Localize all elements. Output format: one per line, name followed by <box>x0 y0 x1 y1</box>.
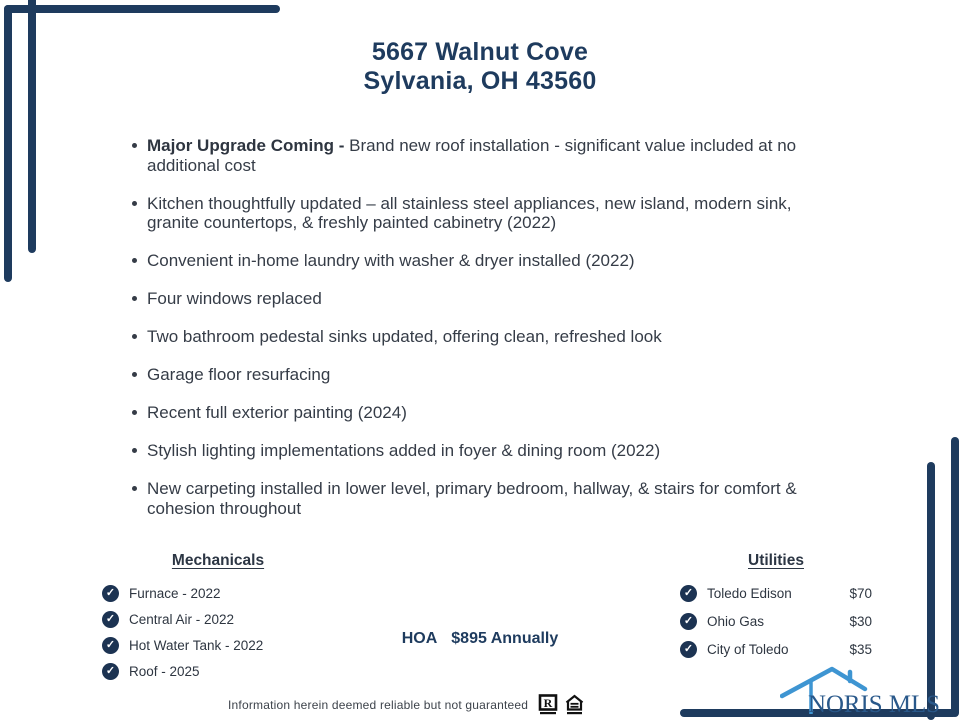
feature-item <box>128 441 844 461</box>
hoa-value: $895 Annually <box>451 630 559 647</box>
feature-text: Recent full exterior painting (2024) <box>147 403 407 422</box>
feature-item <box>128 327 844 347</box>
feature-text: Two bathroom pedestal sinks updated, offering clean, refreshed look <box>147 327 662 346</box>
utility-name: Ohio Gas <box>707 614 765 629</box>
utility-name: City of Toledo <box>707 642 789 657</box>
feature-list <box>128 136 844 537</box>
check-icon: ✓ <box>102 611 119 628</box>
check-icon: ✓ <box>680 585 697 602</box>
utility-cost: $30 <box>849 614 872 629</box>
footer-disclaimer <box>228 694 586 716</box>
feature-text: Garage floor resurfacing <box>147 365 331 384</box>
noris-mls-logo <box>780 645 960 720</box>
mechanicals-row <box>102 585 334 602</box>
feature-item <box>128 194 844 233</box>
utilities-row <box>680 585 872 602</box>
top-left-horizontal-line <box>4 5 280 13</box>
feature-text: Brand new roof installation - significant value included at no additional cost <box>147 136 797 175</box>
mechanicals-row <box>102 611 334 628</box>
realtor-icon <box>538 694 558 716</box>
page-title <box>0 38 960 96</box>
noris-mls-text: NORIS MLS <box>808 691 940 718</box>
feature-text: Four windows replaced <box>147 289 322 308</box>
feature-item <box>128 289 844 309</box>
feature-bold-lead: Major Upgrade Coming - <box>147 136 350 155</box>
feature-text: New carpeting installed in lower level, primary bedroom, hallway, & stairs for comfort & cohesion throughout <box>147 479 797 518</box>
mechanicals-label: Furnace - 2022 <box>129 586 221 601</box>
mechanicals-label: Roof - 2025 <box>129 664 200 679</box>
utilities-row <box>680 613 872 630</box>
feature-item <box>128 403 844 423</box>
check-icon: ✓ <box>680 613 697 630</box>
feature-item <box>128 479 844 518</box>
utilities-heading: Utilities <box>748 552 804 569</box>
utility-cost: $35 <box>849 642 872 657</box>
check-icon: ✓ <box>102 637 119 654</box>
feature-text: Convenient in-home laundry with washer & dryer installed (2022) <box>147 251 635 270</box>
address-line: 5667 Walnut Cove <box>371 38 589 66</box>
check-icon: ✓ <box>102 585 119 602</box>
check-icon: ✓ <box>102 663 119 680</box>
svg-text:R: R <box>543 696 553 710</box>
check-icon: ✓ <box>680 641 697 658</box>
feature-item <box>128 251 844 271</box>
feature-item <box>128 136 844 175</box>
feature-text: Kitchen thoughtfully updated – all stainless steel appliances, new island, modern sink, granite countertops, & freshly painted cabinetry (2022) <box>147 193 792 232</box>
city-state-zip-line: Sylvania, OH 43560 <box>363 67 597 95</box>
hoa-label: HOA <box>401 630 438 647</box>
mechanicals-row <box>102 663 334 680</box>
disclaimer-text: Information herein deemed reliable but not guaranteed <box>228 698 529 712</box>
mechanicals-label: Central Air - 2022 <box>129 612 235 627</box>
utility-cost: $70 <box>849 586 872 601</box>
feature-item <box>128 365 844 385</box>
mechanicals-heading: Mechanicals <box>171 552 265 569</box>
mechanicals-section <box>102 552 334 689</box>
utility-name: Toledo Edison <box>707 586 792 601</box>
equal-housing-icon <box>563 694 586 716</box>
feature-text: Stylish lighting implementations added in foyer & dining room (2022) <box>147 441 661 460</box>
mechanicals-label: Hot Water Tank - 2022 <box>129 638 264 653</box>
